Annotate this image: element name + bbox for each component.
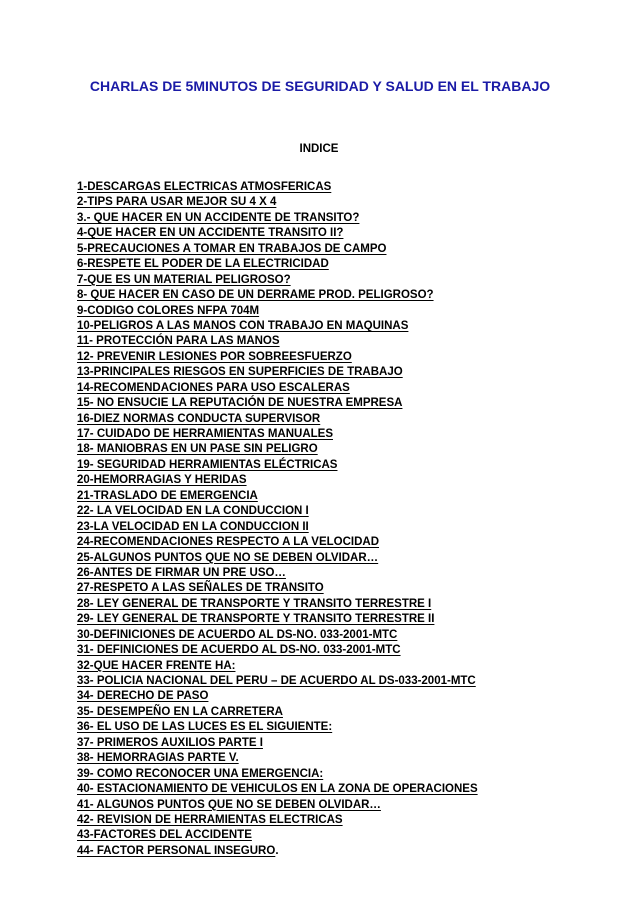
toc-item-label: 19- SEGURIDAD HERRAMIENTAS ELÉCTRICAS xyxy=(77,458,338,471)
toc-item-label: 26-ANTES DE FIRMAR UN PRE USO… xyxy=(77,566,286,579)
table-of-contents xyxy=(77,180,617,859)
toc-item[interactable] xyxy=(77,689,617,704)
toc-item-label: 18- MANIOBRAS EN UN PASE SIN PELIGRO xyxy=(77,443,318,456)
toc-item-label: 32-QUE HACER FRENTE HA: xyxy=(77,659,236,672)
toc-item[interactable] xyxy=(77,365,617,380)
toc-item[interactable] xyxy=(77,180,617,195)
toc-item-label: 39- COMO RECONOCER UNA EMERGENCIA: xyxy=(77,767,324,780)
toc-item[interactable] xyxy=(77,659,617,674)
toc-item[interactable] xyxy=(77,319,617,334)
toc-item[interactable] xyxy=(77,350,617,365)
toc-item[interactable] xyxy=(77,720,617,735)
toc-item-label: 33- POLICIA NACIONAL DEL PERU – DE ACUERDO AL DS-033-2001-MTC xyxy=(77,675,476,687)
toc-item[interactable] xyxy=(77,751,617,766)
toc-item-label: 23-LA VELOCIDAD EN LA CONDUCCION II xyxy=(77,520,309,533)
toc-item-label: 17- CUIDADO DE HERRAMIENTAS MANUALES xyxy=(77,428,333,440)
toc-item[interactable] xyxy=(77,520,617,535)
toc-item[interactable] xyxy=(77,226,617,241)
toc-item-label: 5-PRECAUCIONES A TOMAR EN TRABAJOS DE CAMPO xyxy=(77,242,387,255)
toc-item[interactable] xyxy=(77,535,617,550)
toc-item-label: 20-HEMORRAGIAS Y HERIDAS xyxy=(77,474,247,487)
toc-item-label: 24-RECOMENDACIONES RESPECTO A LA VELOCIDAD xyxy=(77,536,380,549)
toc-item[interactable] xyxy=(77,427,617,442)
toc-item-label: 6-RESPETE EL PODER DE LA ELECTRICIDAD xyxy=(77,258,329,271)
toc-item-label: 27-RESPETO A LAS SEÑALES DE TRANSITO xyxy=(77,582,324,595)
toc-item[interactable] xyxy=(77,674,617,689)
toc-item-label: 38- HEMORRAGIAS PARTE V. xyxy=(77,752,239,765)
toc-item-label: 3.- QUE HACER EN UN ACCIDENTE DE TRANSITO? xyxy=(77,211,360,224)
toc-item-label: 37- PRIMEROS AUXILIOS PARTE I xyxy=(77,736,263,749)
toc-item[interactable] xyxy=(77,612,617,627)
toc-item-label: 40- ESTACIONAMIENTO DE VEHICULOS EN LA ZONA DE OPERACIONES xyxy=(77,783,478,796)
document-title: CHARLAS DE 5MINUTOS DE SEGURIDAD Y SALUD EN EL TRABAJO xyxy=(89,78,551,94)
toc-item-label: 10-PELIGROS A LAS MANOS CON TRABAJO EN MAQUINAS xyxy=(77,319,409,332)
toc-item[interactable] xyxy=(77,813,617,828)
toc-item-label: 28- LEY GENERAL DE TRANSPORTE Y TRANSITO TERRESTRE I xyxy=(77,597,432,610)
toc-item[interactable] xyxy=(77,736,617,751)
toc-item-label: 9-CODIGO COLORES NFPA 704M xyxy=(77,304,260,317)
toc-item[interactable] xyxy=(77,844,617,859)
toc-item[interactable] xyxy=(77,767,617,782)
toc-item[interactable] xyxy=(77,798,617,813)
toc-item-label: 35- DESEMPEÑO EN LA CARRETERA xyxy=(77,705,283,718)
toc-item-label: 42- REVISION DE HERRAMIENTAS ELECTRICAS xyxy=(77,813,343,826)
toc-item-label: 22- LA VELOCIDAD EN LA CONDUCCION I xyxy=(77,505,309,518)
toc-item[interactable] xyxy=(77,195,617,210)
toc-item[interactable] xyxy=(77,211,617,226)
toc-item-label: 29- LEY GENERAL DE TRANSPORTE Y TRANSITO TERRESTRE II xyxy=(77,613,435,626)
toc-item[interactable] xyxy=(77,304,617,319)
toc-item[interactable] xyxy=(77,597,617,612)
toc-item[interactable] xyxy=(77,705,617,720)
toc-item[interactable] xyxy=(77,442,617,457)
toc-item[interactable] xyxy=(77,381,617,396)
index-heading: INDICE xyxy=(299,143,339,155)
toc-item-label: 13-PRINCIPALES RIESGOS EN SUPERFICIES DE TRABAJO xyxy=(77,366,403,379)
toc-item-label: 16-DIEZ NORMAS CONDUCTA SUPERVISOR xyxy=(77,412,321,425)
toc-item-label: 2-TIPS PARA USAR MEJOR SU 4 X 4 xyxy=(77,196,277,209)
toc-item[interactable] xyxy=(77,643,617,658)
toc-item[interactable] xyxy=(77,412,617,427)
toc-item-label: 31- DEFINICIONES DE ACUERDO AL DS-NO. 033-2001-MTC xyxy=(77,644,401,657)
toc-trailing-period: . xyxy=(275,844,279,857)
toc-item-label: 8- QUE HACER EN CASO DE UN DERRAME PROD. PELIGROSO? xyxy=(77,289,434,302)
toc-item[interactable] xyxy=(77,828,617,843)
toc-item-label: 12- PREVENIR LESIONES POR SOBREESFUERZO xyxy=(77,350,352,363)
toc-item[interactable] xyxy=(77,473,617,488)
toc-item-label: 7-QUE ES UN MATERIAL PELIGROSO? xyxy=(77,273,291,286)
toc-item-label: 41- ALGUNOS PUNTOS QUE NO SE DEBEN OLVIDAR… xyxy=(77,798,381,811)
toc-item[interactable] xyxy=(77,396,617,411)
toc-item[interactable] xyxy=(77,273,617,288)
toc-item-label: 30-DEFINICIONES DE ACUERDO AL DS-NO. 033-2001-MTC xyxy=(77,628,398,641)
toc-item-label: 11- PROTECCIÓN PARA LAS MANOS xyxy=(77,335,280,348)
toc-item[interactable] xyxy=(77,334,617,349)
toc-item[interactable] xyxy=(77,257,617,272)
toc-item[interactable] xyxy=(77,489,617,504)
toc-item-label: 14-RECOMENDACIONES PARA USO ESCALERAS xyxy=(77,381,350,394)
toc-item-label: 1-DESCARGAS ELECTRICAS ATMOSFERICAS xyxy=(77,181,332,193)
toc-item[interactable] xyxy=(77,566,617,581)
toc-item[interactable] xyxy=(77,458,617,473)
toc-item[interactable] xyxy=(77,782,617,797)
toc-item[interactable] xyxy=(77,504,617,519)
toc-item-label: 21-TRASLADO DE EMERGENCIA xyxy=(77,489,258,502)
toc-item[interactable] xyxy=(77,581,617,596)
toc-item-label: 43-FACTORES DEL ACCIDENTE xyxy=(77,829,252,842)
toc-item-label: 4-QUE HACER EN UN ACCIDENTE TRANSITO II? xyxy=(77,227,344,240)
toc-item-label: 44- FACTOR PERSONAL INSEGURO xyxy=(77,844,276,857)
toc-item[interactable] xyxy=(77,288,617,303)
toc-item-label: 25-ALGUNOS PUNTOS QUE NO SE DEBEN OLVIDAR… xyxy=(77,551,379,564)
toc-item[interactable] xyxy=(77,628,617,643)
toc-item-label: 36- EL USO DE LAS LUCES ES EL SIGUIENTE: xyxy=(77,721,333,734)
toc-item-label: 15- NO ENSUCIE LA REPUTACIÓN DE NUESTRA EMPRESA xyxy=(77,397,403,410)
toc-item-label: 34- DERECHO DE PASO xyxy=(77,690,209,703)
toc-item[interactable] xyxy=(77,242,617,257)
toc-item[interactable] xyxy=(77,551,617,566)
